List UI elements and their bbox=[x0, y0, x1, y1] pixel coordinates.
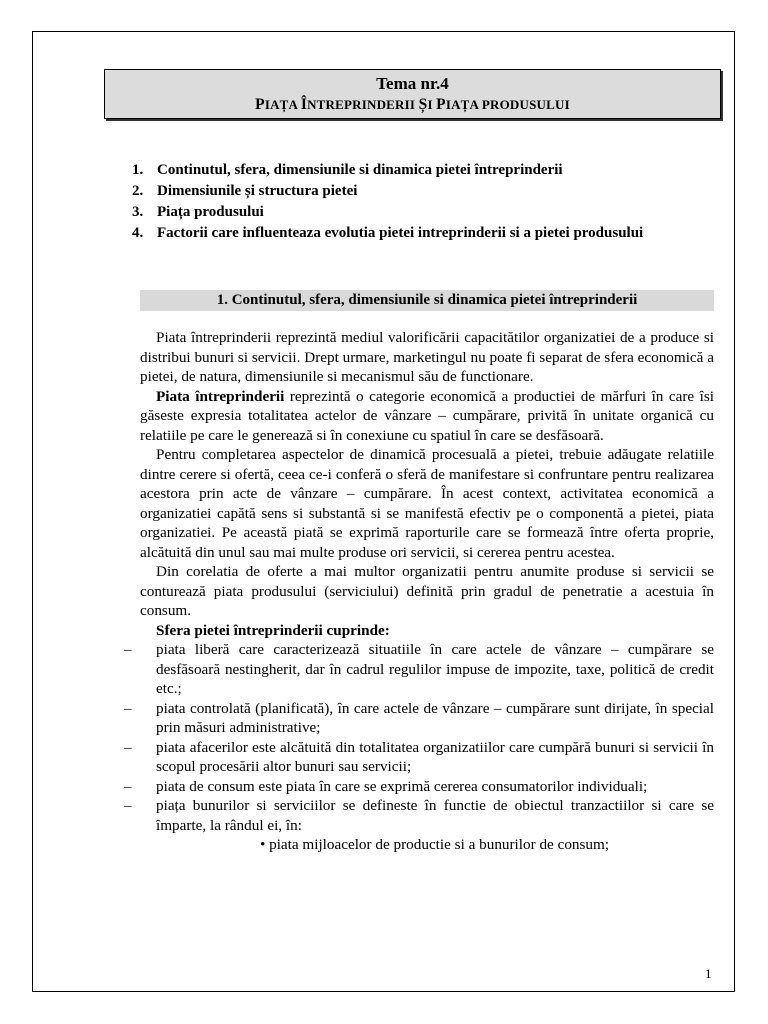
dash-marker: – bbox=[124, 738, 132, 756]
page-title: Tema nr.4 bbox=[376, 74, 449, 93]
toc-number: 3. bbox=[132, 204, 144, 220]
subtitle-rest: PRODUSULUI bbox=[481, 97, 570, 112]
page-subtitle bbox=[105, 96, 720, 114]
title-box bbox=[104, 69, 721, 119]
toc-text: Piața produsului bbox=[157, 204, 264, 220]
toc-text: Continutul, sfera, dimensiunile si dinamica pietei întreprinderii bbox=[157, 162, 563, 178]
section-heading: 1. Continutul, sfera, dimensiunile si dinamica pietei întreprinderii bbox=[140, 290, 714, 311]
paragraph bbox=[140, 387, 714, 446]
subtitle-cap: Ș bbox=[418, 96, 428, 113]
subtitle-cap: P bbox=[436, 96, 446, 113]
list-item bbox=[124, 640, 714, 699]
bold-term: Piata întreprinderii bbox=[156, 387, 285, 405]
subtitle-rest: NTREPRINDERII bbox=[307, 97, 419, 112]
sphere-list bbox=[124, 640, 714, 835]
dash-marker: – bbox=[124, 777, 132, 795]
subtitle-rest: IAȚA bbox=[264, 97, 301, 112]
bullet-item: • piata mijloacelor de productie si a bunurilor de consum; bbox=[260, 836, 610, 853]
toc-number: 1. bbox=[132, 162, 144, 178]
paragraph: Pentru completarea aspectelor de dinamică procesuală a pietei, trebuie adăugate relatiile dintre cerere si ofertă, ceea ce-i conferă o sferă de manifestare si confruntare pentru realizarea acestora prin acte de vânzare – cumpărare. În acest context, activitatea economică a organizatiei capătă sens si substantă si se manifestă efectiv pe o componentă a pietei, piata organizatiei. Pe această piată se exprimă raporturile care se formează între oferta proprie, alcătuită din unul sau mai multe produse ori servicii, si cererea pentru acestea. bbox=[140, 446, 714, 561]
subtitle-cap: Î bbox=[300, 96, 308, 113]
toc-text: Factorii care influenteaza evolutia pietei intreprinderii si a pietei produsului bbox=[157, 225, 644, 241]
dash-marker: – bbox=[124, 641, 132, 658]
toc-number: 4. bbox=[132, 225, 144, 241]
list-item-text: piata liberă care caracterizează situatiile în care actele de vânzare – cumpărare se desfăsoară nestingherit, dar în cadrul regulilor impuse de impozite, taxe, politică de credit etc.; bbox=[156, 641, 714, 697]
dash-marker: – bbox=[124, 699, 132, 717]
dash-marker: – bbox=[124, 797, 132, 814]
toc-item bbox=[132, 223, 692, 244]
page-number: 1 bbox=[705, 966, 712, 981]
toc-number: 2. bbox=[132, 183, 144, 199]
section-body bbox=[124, 328, 714, 855]
toc-text: Dimensiunile și structura pietei bbox=[157, 183, 358, 199]
subtitle-rest: I bbox=[427, 97, 437, 112]
paragraph: Piata întreprinderii reprezintă mediul valorificării capacitătilor organizatiei de a produce si distribui bunuri si servicii. Drept urmare, marketingul nu poate fi separat de sfera economică a pietei, de natura, dimensiunile si mecanismul său de functionare. bbox=[140, 329, 714, 385]
toc-item bbox=[132, 202, 692, 223]
paragraph: Din corelatia de oferte a mai multor organizatii pentru anumite produse si servicii se conturează piata produsului (serviciului) definită prin gradul de penetratie a acestuia în consum. bbox=[140, 563, 714, 619]
toc-item bbox=[132, 160, 692, 181]
toc-item bbox=[132, 181, 692, 202]
list-item bbox=[124, 777, 714, 797]
list-item-text: piata controlată (planificată), în care actele de vânzare – cumpărare sunt dirijate, în special prin măsuri administrative; bbox=[156, 699, 714, 736]
table-of-contents bbox=[132, 160, 692, 244]
list-item-text: piața bunurilor si serviciilor se defineste în functie de obiectul tranzactiilor si care se împarte, la rândul ei, în: bbox=[156, 797, 714, 834]
sphere-heading: Sfera pietei întreprinderii cuprinde: bbox=[156, 621, 390, 639]
paragraph-text: reprezintă o categorie economică a productiei de mărfuri în care îsi găseste expresia totalitatea actelor de vânzare – cumpărare, privită în unitate organică cu relatiile pe care le generează si în conexiune cu spatiul în care se desfăsoară. bbox=[140, 387, 714, 444]
list-item-text: piata afacerilor este alcătuită din totalitatea organizatiilor care cumpără bunuri si servicii în scopul procesării altor bunuri sau servicii; bbox=[156, 738, 714, 775]
list-item bbox=[124, 699, 714, 738]
subtitle-rest: IAȚA bbox=[445, 97, 482, 112]
subtitle-cap: P bbox=[255, 96, 265, 113]
list-item bbox=[124, 738, 714, 777]
list-item bbox=[124, 796, 714, 835]
list-item-text: piata de consum este piata în care se exprimă cererea consumatorilor individuali; bbox=[156, 777, 648, 795]
